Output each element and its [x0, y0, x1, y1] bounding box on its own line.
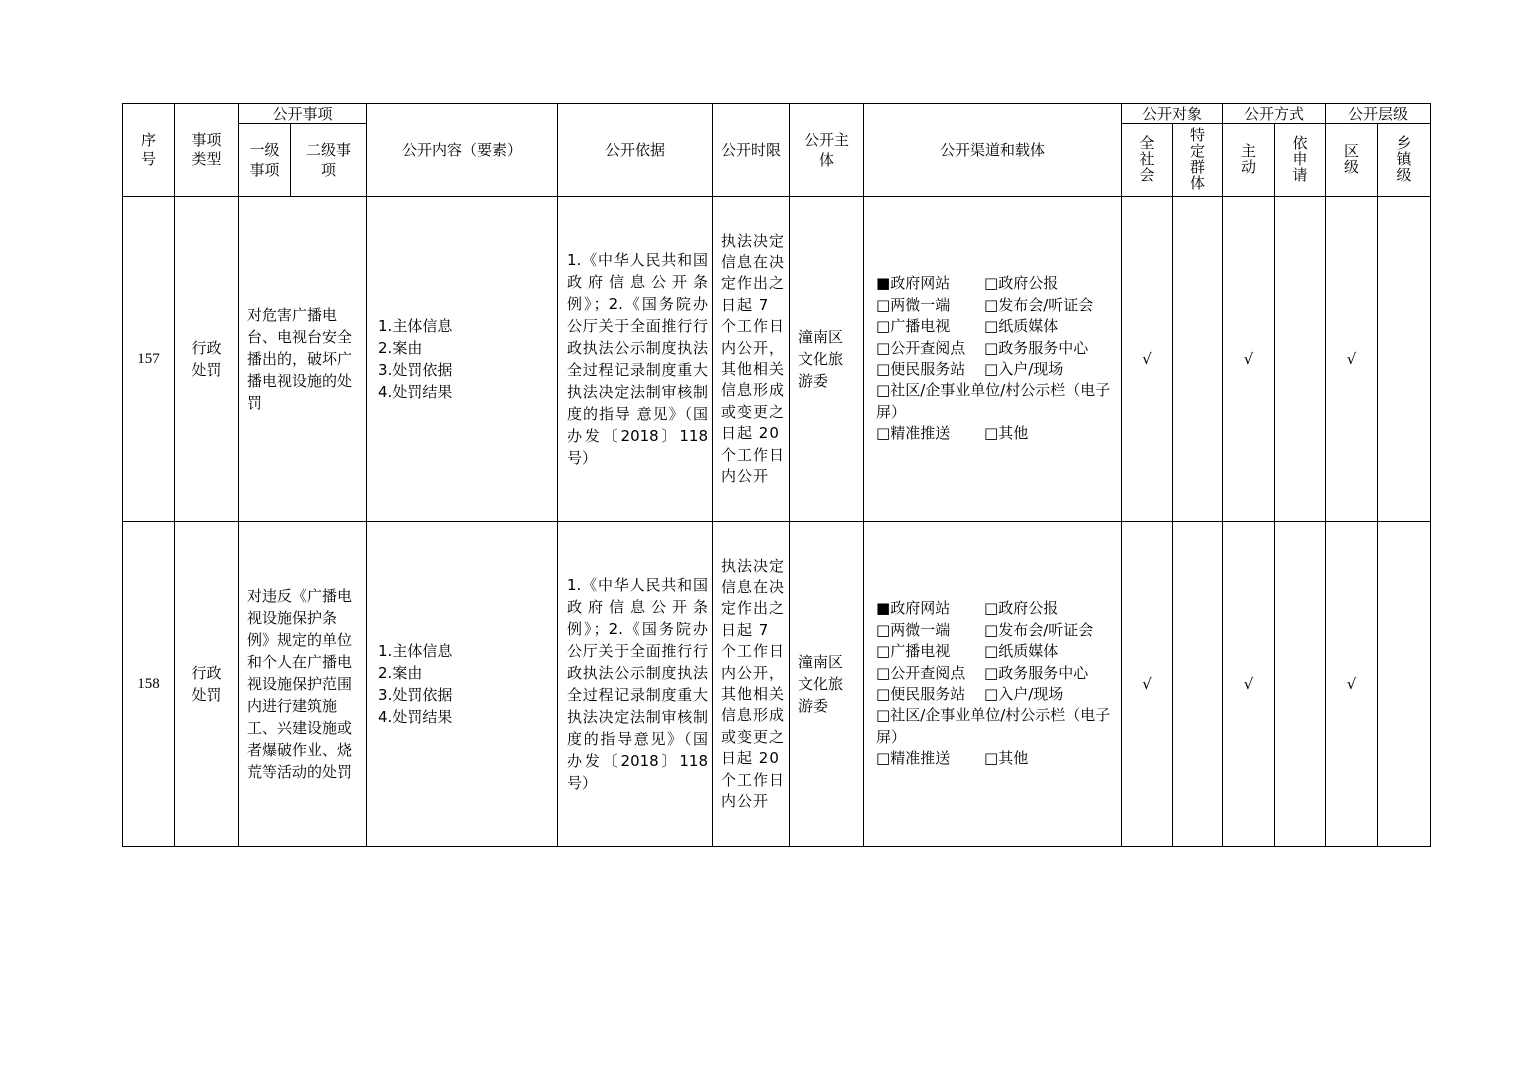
header-type: 事项类型	[175, 104, 239, 197]
header-on-request: 依申请	[1275, 124, 1326, 197]
row-type: 行政处罚	[175, 197, 239, 522]
channel-line: □便民服务站 □入户/现场	[876, 685, 1064, 703]
content-item: 2.案由	[378, 339, 423, 357]
content-item: 4.处罚结果	[378, 708, 453, 726]
disclosure-table	[122, 103, 1431, 847]
district-check: √	[1326, 197, 1378, 522]
channel-line: □两微一端 □发布会/听证会	[876, 295, 1094, 314]
township-check	[1378, 522, 1431, 847]
header-matter-group: 公开事项	[239, 104, 367, 124]
level2-text: 对违反《广播电视设施保护条例》规定的单位和个人在广播电视设施保护范围内进行建筑施工、兴建设施或者爆破作业、烧荒等活动的处罚	[247, 587, 353, 781]
content-item: 4.处罚结果	[378, 383, 453, 401]
row-level2	[239, 522, 367, 847]
content-item: 3.处罚依据	[378, 686, 453, 704]
header-level2: 二级事项	[291, 124, 367, 197]
table-row	[123, 522, 1431, 847]
row-channels	[864, 522, 1122, 847]
level2-text: 对危害广播电台、电视台安全播出的，破坏广播电视设施的处罚	[247, 306, 353, 412]
row-seq: 157	[123, 197, 175, 522]
header-district: 区级	[1326, 124, 1378, 197]
header-seq: 序号	[123, 104, 175, 197]
row-content	[367, 197, 558, 522]
content-item: 3.处罚依据	[378, 361, 453, 379]
table-row	[123, 197, 1431, 522]
channel-line: □公开查阅点 □政务服务中心	[876, 338, 1089, 357]
channel-line: □社区/企事业单位/村公示栏（电子屏）	[876, 381, 1111, 421]
channel-line: ■政府网站 □政府公报	[876, 599, 1059, 618]
header-channel: 公开渠道和载体	[864, 104, 1122, 197]
header-content: 公开内容（要素）	[367, 104, 558, 197]
channel-line: ■政府网站 □政府公报	[876, 274, 1059, 293]
header-target-group: 公开对象	[1122, 104, 1223, 124]
active-check: √	[1223, 522, 1275, 847]
header-township: 乡镇级	[1378, 124, 1431, 197]
row-limit: 执法决定信息在决定作出之日起 7 个工作日内公开，其他相关信息形成或变更之日起 20 个工作日内公开	[713, 197, 790, 522]
content-item: 2.案由	[378, 664, 423, 682]
content-item: 1.主体信息	[378, 317, 453, 335]
channel-line: □两微一端 □发布会/听证会	[876, 620, 1094, 639]
active-check: √	[1223, 197, 1275, 522]
row-basis: 1.《中华人民共和国政府信息公开条例》；2.《国务院办公厅关于全面推行行政执法公示制度执法全过程记录制度重大执法决定法制审核制度的指导 意见》（国办发〔2018〕118号）	[558, 197, 713, 522]
row-seq: 158	[123, 522, 175, 847]
header-subject: 公开主体	[790, 104, 864, 197]
on-request-check	[1275, 522, 1326, 847]
header-basis: 公开依据	[558, 104, 713, 197]
channel-line: □精准推送 □其他	[876, 749, 1029, 768]
row-subject: 潼南区文化旅游委	[790, 522, 864, 847]
channel-line: □广播电视 □纸质媒体	[876, 642, 1059, 661]
row-level2	[239, 197, 367, 522]
specific-group-check	[1173, 522, 1223, 847]
row-content	[367, 522, 558, 847]
channel-line: □社区/企事业单位/村公示栏（电子屏）	[876, 706, 1111, 746]
district-check: √	[1326, 522, 1378, 847]
channel-line: □精准推送 □其他	[876, 424, 1029, 443]
header-specific-group: 特定群体	[1173, 124, 1223, 197]
content-item: 1.主体信息	[378, 642, 453, 660]
row-subject: 潼南区文化旅游委	[790, 197, 864, 522]
row-limit: 执法决定信息在决定作出之日起 7 个工作日内公开，其他相关信息形成或变更之日起 20 个工作日内公开	[713, 522, 790, 847]
header-all-society: 全社会	[1122, 124, 1173, 197]
all-society-check: √	[1122, 522, 1173, 847]
township-check	[1378, 197, 1431, 522]
row-basis: 1.《中华人民共和国政府信息公开条例》；2.《国务院办公厅关于全面推行行政执法公示制度执法全过程记录制度重大执法决定法制审核制度的指导意见》（国办发〔2018〕118号）	[558, 522, 713, 847]
all-society-check: √	[1122, 197, 1173, 522]
on-request-check	[1275, 197, 1326, 522]
header-level-group: 公开层级	[1326, 104, 1431, 124]
row-channels	[864, 197, 1122, 522]
channel-line: □公开查阅点 □政务服务中心	[876, 663, 1089, 682]
header-active: 主动	[1223, 124, 1275, 197]
header-limit: 公开时限	[713, 104, 790, 197]
channel-line: □广播电视 □纸质媒体	[876, 317, 1059, 336]
header-level1: 一级事项	[239, 124, 291, 197]
specific-group-check	[1173, 197, 1223, 522]
header-row-top	[123, 104, 1431, 124]
row-type: 行政处罚	[175, 522, 239, 847]
header-method-group: 公开方式	[1223, 104, 1326, 124]
channel-line: □便民服务站 □入户/现场	[876, 360, 1064, 378]
